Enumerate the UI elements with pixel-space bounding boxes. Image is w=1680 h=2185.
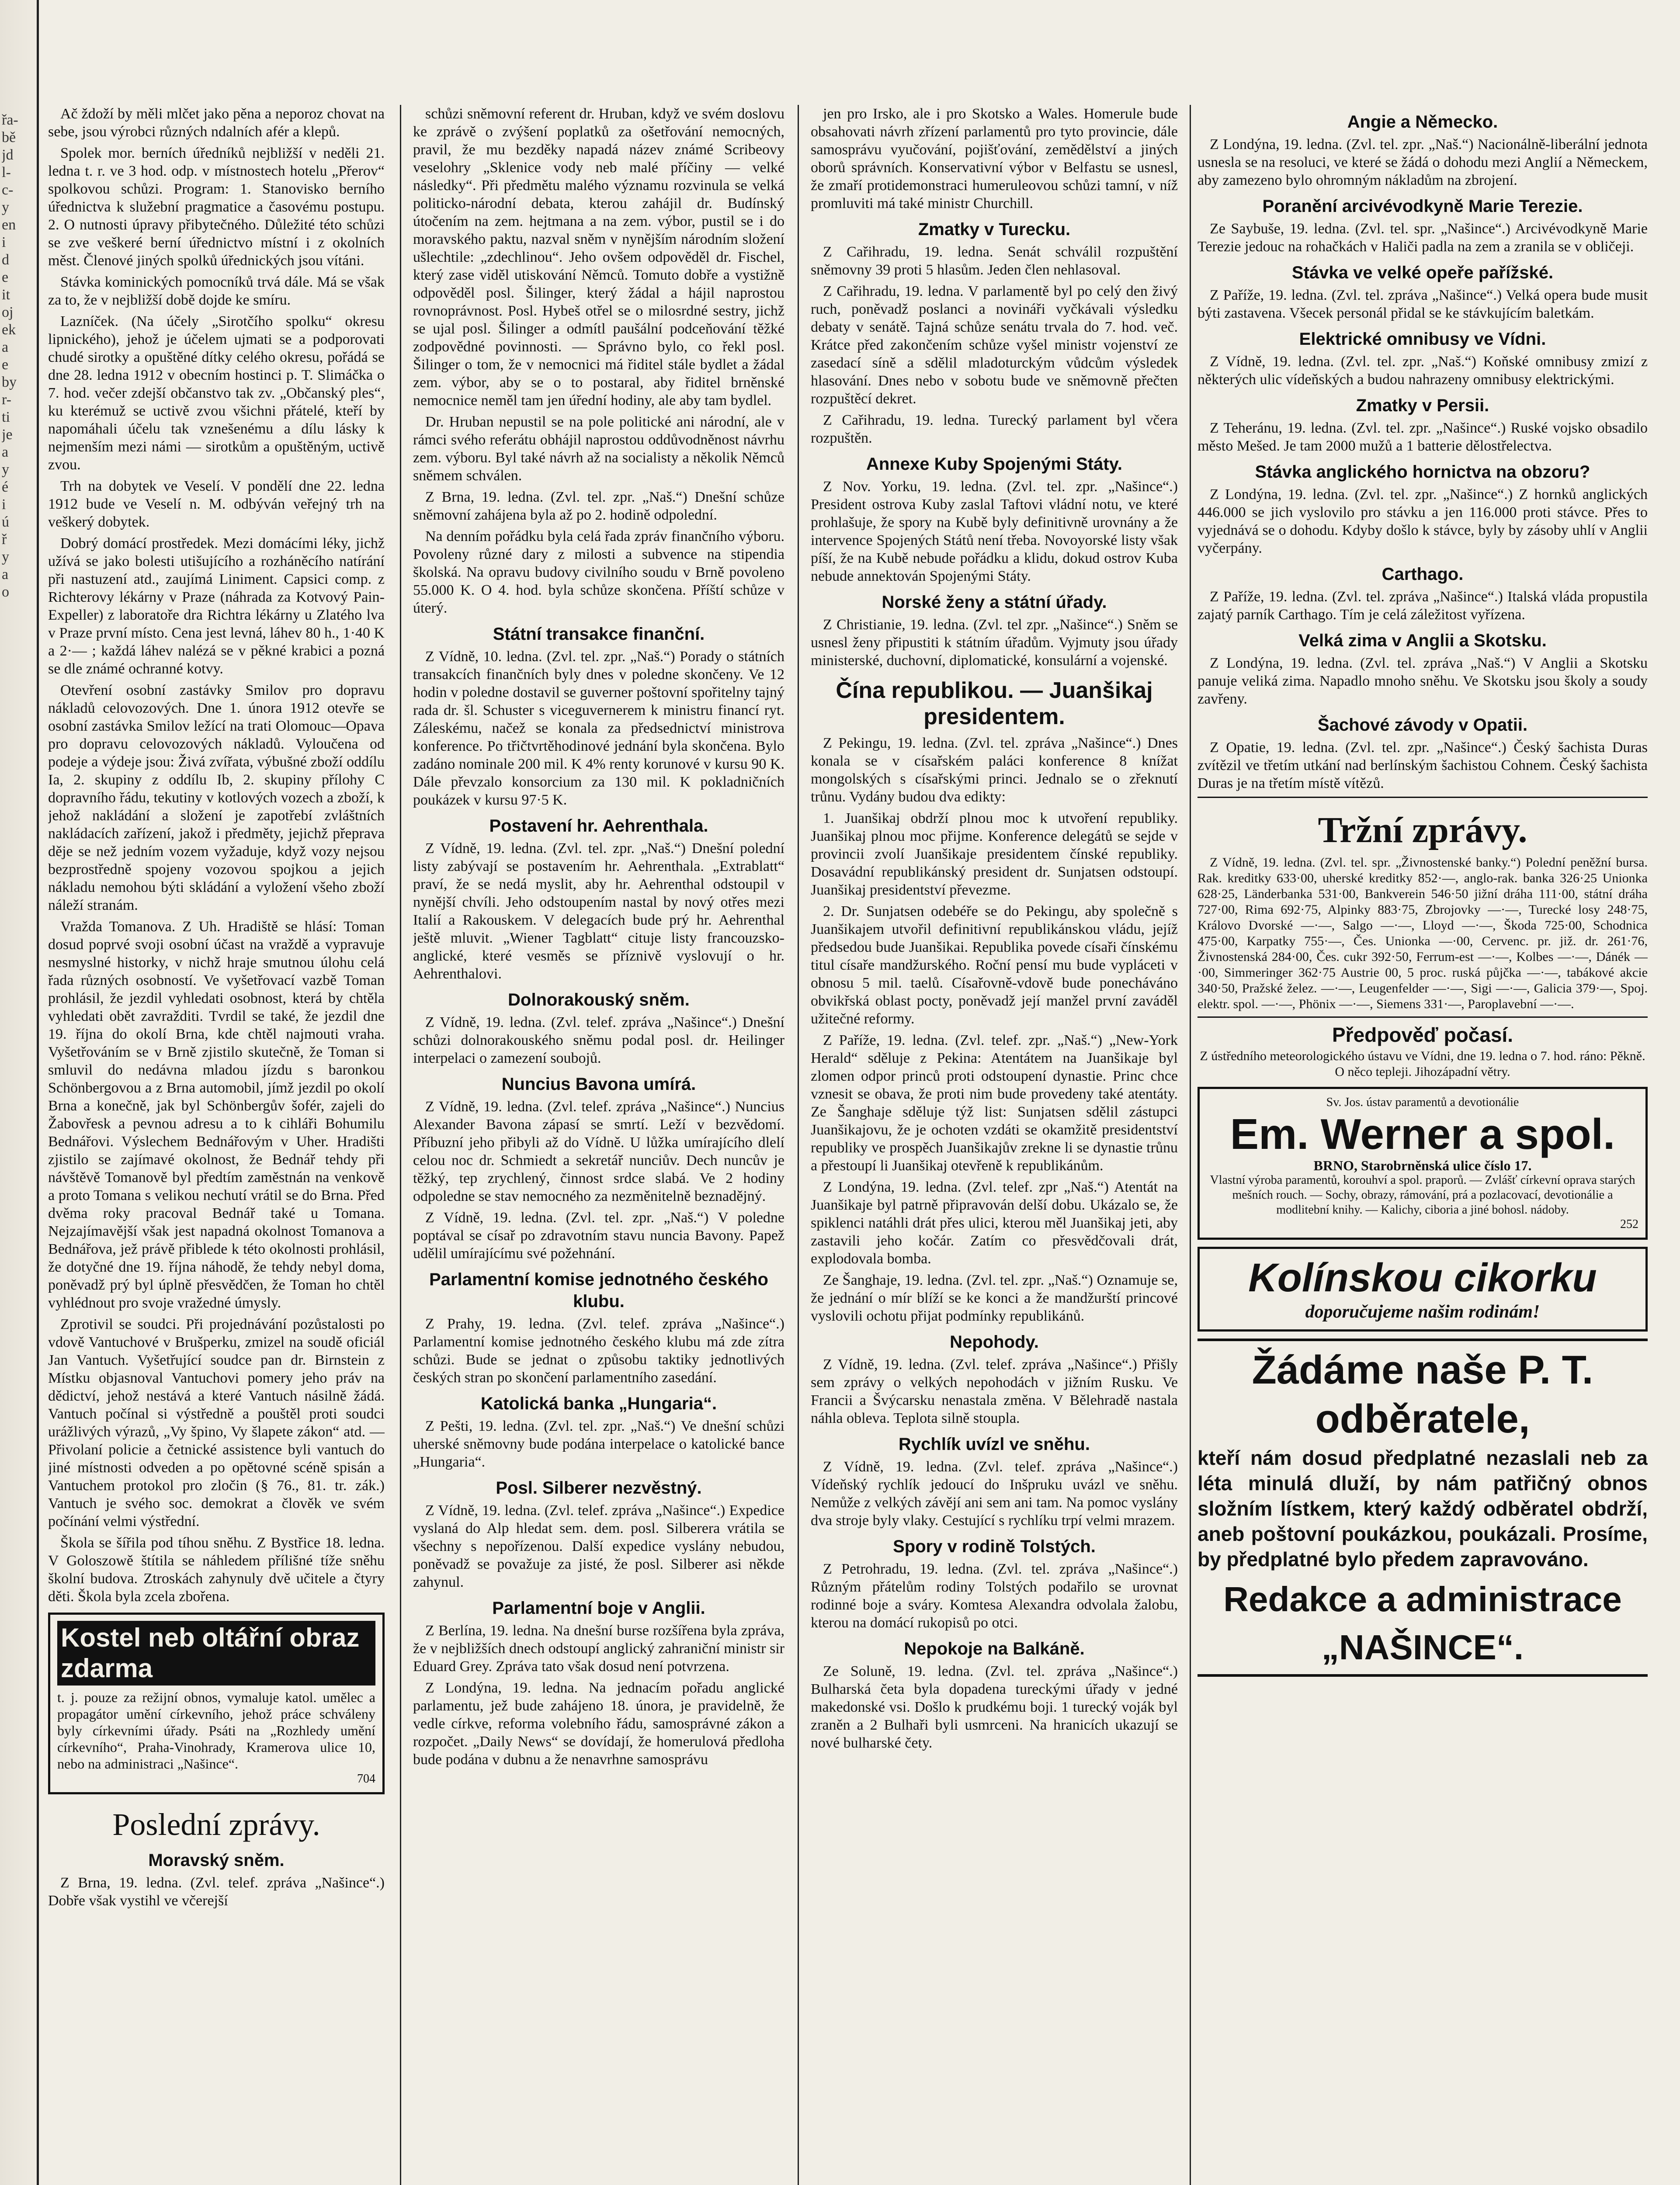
edge-fragment: a <box>2 566 9 583</box>
article-sach: Z Opatie, 19. ledna. (Zvl. tel. zpr. „Našince“.) Český šachista Duras zvítězil ve třetím utkání nad berlínským šachistou Cohnem. Český šachista Duras je na třetím místě vítězů. <box>1198 739 1648 791</box>
ad-werner-address: BRNO, Starobrněnská ulice číslo 17. <box>1313 1158 1532 1173</box>
heading-persie: Zmatky v Persii. <box>1356 396 1489 415</box>
ad-werner-number: 252 <box>1620 1217 1638 1231</box>
article-poradek: Na denním pořádku byla celá řada zpráv finančního výboru. Povoleny různé dary z milosti a subvence na stipendia školská. Na opravu budovy civilního soudu v Brně povoleno 55.000 K. O 4. hod. byla schůze skončena. Příští schůze v úterý. <box>413 528 784 616</box>
article-lek: Dobrý domácí prostředek. Mezi domácími léky, jichž užívá se jako bolesti utišujícího a rozháněcího natírání při nastuzení atd., zaujímá Liniment. Capsici comp. z Richterovy lékárny v Praze (náhrada za Kotvový Pain-Expeller) z laboratoře dra Richtra lékárny u Zlatého lva v Praze první místo. Cena jest levná, láhev 80 h., 1·40 K a 2·— ; každá láhev nalézá se v pěkné krabici a pozná se dle známé ochranné kotvy. <box>48 535 385 677</box>
article-hungaria: Z Pešti, 19. ledna. (Zvl. tel. zpr. „Naš.“) Ve dnešní schůzi uherské sněmovny bude podána interpelace o katolické bance „Hungaria“. <box>413 1418 784 1470</box>
heading-pocasi: Předpověď počasí. <box>1332 1023 1513 1046</box>
heading-balkan: Nepokoje na Balkáně. <box>904 1639 1085 1658</box>
ad-kostel <box>48 1613 385 1794</box>
edge-fragment: i <box>2 234 6 250</box>
article-trh: Trh na dobytek ve Veselí. V pondělí dne 22. ledna 1912 bude ve Veselí n. M. odbýván veřejný trh na veškerý dobytek. <box>48 478 385 530</box>
notice-heading-1: Žádáme naše P. T. <box>1252 1348 1593 1392</box>
article-cina-3: 2. Dr. Sunjatsen odebéře se do Pekingu, aby společně s Juanšikajem utvořil definitivní republikánskou vládu, jejíž předsedou bude Juanšikai. Republika povede císaři čínskému titul císaře mandžurského. Roční pensí mu bude vypláceti v obnosu 5 mil. taelů. Císařovně-vdově bude ponecháváno obvikřská oblast pocty, poněvadž její manžel první zaváděl užitečné reformy. <box>811 903 1178 1027</box>
divider-thick <box>1198 1339 1648 1341</box>
edge-fragment: oj <box>2 304 14 320</box>
edge-fragment: o <box>2 584 9 600</box>
heading-hungaria: Katolická banka „Hungaria“. <box>480 1394 717 1413</box>
edge-fragment: é <box>2 479 9 495</box>
ad-kolinska <box>1198 1247 1648 1332</box>
article-hornictvo: Z Londýna, 19. ledna. (Zvl. tel. zpr. „Našince“.) Z hornků anglických 446.000 se jich vyslovilo pro stávku a jen 116.000 proti stávce. Přes to vyjednává se o dohodu. Kdyby došlo k stávce, byly by zásoby uhlí v Anglii vyčerpány. <box>1198 486 1648 556</box>
article-paris-opera: Z Paříže, 19. ledna. (Zvl. tel. zpráva „Našince“.) Velká opera bude musit býti zastavena. Všecek personál přidal se ke stávkujícím baletkám. <box>1198 287 1648 321</box>
edge-fragment: d <box>2 252 9 268</box>
article-snem-cont: schůzi sněmovní referent dr. Hruban, když ve svém doslovu ke zprávě o zvýšení poplatků za ošetřování nemocných, pravil, že mu bezděky napadá název známé Scribeovy veselohry „Sklenice vody neb malé příčiny — velké následky“. Při předmětu malého významu rozvinula se velká politicko-národní debata, kterou zahájil dr. Budínský útočením na zem. hejtmana a na zem. výbor, pustil se i do moravského paktu, nazval sněm v nynějším národním složení ušlechtile: „zdechlinou“. Jeho ovšem odpověděl dr. Fischel, který zase viděl utiskování Němců. Tomuto dobře a vystižně odpověděl posl. Šilinger, který žádal a hájil naprostou rovnoprávnost. Posl. Hybeš otřel se o milosrdné sestry, jichž se ujal posl. Šilinger a odmítl paušální podceňování těžké zodpovědné povinnosti. — Správno bylo, co řekl posl. Šilinger o tom, že v nemocnici má řiditel stále bydlet a žádal zem. výbor, aby se o to postaral, aby řiditel brněnské nemocnice neměl tam jen úřední hodiny, ale aby tam bydlel. <box>413 106 784 409</box>
edge-fragment: jd <box>2 147 14 163</box>
column-2 <box>413 105 784 2185</box>
article-statni-transakce: Z Vídně, 10. ledna. (Zvl. tel. zpr. „Naš.“) Porady o státních transakcích finančních byly dnes v poledne skončeny. Ve 12 hodin v poledne dostavil se guverner poštovní spořitelny tajný rada dr. šl. Schuster s viceguvernerem k ministru financí ryt. Záleskému, načež se konala za předsednictví ministrova konference. Po třičtvrtěhodinové jednání byla skončena. Bylo zadáno nominale 200 mil. K 4% renty korunové v kursu 90 K. Dále převzalo konsorcium za 130 mil. K pokladničních poukázek v kursu 97·5 K. <box>413 649 784 808</box>
divider-thick <box>1198 1674 1648 1677</box>
edge-fragment: r- <box>2 392 11 408</box>
article-parlamentni-komise: Z Prahy, 19. ledna. (Zvl. telef. zpráva „Našince“.) Parlamentní komise jednotného českého klubu má zde zítra schůzi. Bude se jednat o způsobu taktiky jednotlivých českých stran po skončení parlamentního zasedání. <box>413 1316 784 1386</box>
notice-text: kteří nám dosud předplatné nezaslali neb za léta minulá dluží, by nám patřičný obnos složním lístkem, který každý odběratel obdrží, aneb poštovní poukázkou, poukázali. Prosíme, by předplatné bylo předem zapravováno. <box>1198 1446 1648 1571</box>
article-angie: Z Londýna, 19. ledna. (Zvl. tel. zpr. „Naš.“) Nacionálně-liberální jednota usnesla se na resoluci, ve které se žádá o dohodu mezi Anglií a Německem, aby zamezeno bylo ohromným nákladům na zbrojení. <box>1198 136 1648 188</box>
heading-angie: Angie a Německo. <box>1347 112 1498 132</box>
section-posledni-zpravy: Poslední zprávy. <box>112 1807 320 1842</box>
article-stavka: Stávka kominických pomocníků trvá dále. Má se však za to, že v nejbližší době dojde ke smíru. <box>48 274 385 308</box>
heading-norske-zeny: Norské ženy a státní úřady. <box>882 593 1107 612</box>
article-omnibusy: Z Vídně, 19. ledna. (Zvl. tel. zpr. „Naš.“) Koňské omnibusy zmizí z některých ulic vídeňských a budou nahrazeny omnibusy elektrickými. <box>1198 354 1648 388</box>
heading-aehrenthal: Postavení hr. Aehrenthala. <box>489 816 708 836</box>
edge-fragment: by <box>2 374 17 390</box>
heading-anglie-boje: Parlamentní boje v Anglii. <box>492 1599 705 1618</box>
edge-fragment: e <box>2 357 9 373</box>
heading-cina: Čína republikou. — Juanšikaj presidentem. <box>836 678 1153 729</box>
edge-fragment: a <box>2 339 9 355</box>
column-3 <box>811 105 1178 2185</box>
article-kuba: Z Nov. Yorku, 19. ledna. (Zvl. tel. zpr. „Našince“.) President ostrova Kuby zaslal Taftovi vládní notu, ve které prohlašuje, že spory na Kubě byly definitivně urovnány a že intervence Spojených Států není třeba. Novoyorské listy však píší, že na Kubě nebude pořádku a klidu, dokud ostrov Kuba nebude annektován Spojenými Státy. <box>811 479 1178 584</box>
article-cina-6: Ze Šanghaje, 19. ledna. (Zvl. tel. zpr. „Naš.“) Oznamuje se, že jednání o mír blíží se ke konci a že mandžurští princové vyslovili ochotu přijat podmínky republikánů. <box>811 1272 1178 1324</box>
edge-fragment: it <box>2 287 10 303</box>
article-cina-4: Z Paříže, 19. ledna. (Zvl. telef. zpr. „Naš.“) „New-York Herald“ sděluje z Pekina: Atentátem na Juanšikaje byl zlomen odpor princů proti odstoupení dynastie. Princ chce vznesit se obava, že proti nim bude provedeny také atentáty. Ze Šanghaje sděluje týž list: Sunjatsen sdělil zástupci Juanšikajovu, že je ochoten vzdáti se okamžitě presidentství republiky ve prospěch Juanšikajův zrekne li se dynastie trůnu a přestoupí li Juanšikaj otevřeně k republikánům. <box>811 1032 1178 1174</box>
article-persie: Z Teheránu, 19. ledna. (Zvl. tel. zpr. „Našince“.) Ruské vojsko obsadilo město Mešed. Je tam 2000 mužů a 1 batterie dělostřelectva. <box>1198 420 1648 454</box>
edge-fragment: e <box>2 269 9 285</box>
ad-kolinska-title: Kolínskou cikorku <box>1248 1256 1597 1300</box>
adjacent-page-fragments <box>2 111 31 1379</box>
heading-turecko: Zmatky v Turecku. <box>918 220 1071 239</box>
article-anglie-boje-2: Z Londýna, 19. ledna. Na jednacím pořadu anglické parlamentu, jež bude zahájeno 18. února, je pravidelně, že vedle církve, reforma volebního řádu, samosprávné zákon a rozpočet. „Daily News“ se dovídají, že homerulová předloha bude podána v dubnu a že nenavrhne samosprávu <box>413 1680 784 1768</box>
ad-werner-top: Sv. Jos. ústav paramentů a devotionálie <box>1326 1096 1519 1109</box>
section-trzni-zpravy: Tržní zprávy. <box>1318 810 1527 850</box>
ad-kostel-text: t. j. pouze za režijní obnos, vymaluje katol. umělec a propagátor umění církevního, jehož práce schváleny byly církevními úřady. Psáti na „Rozhledy umění církevního“, Praha-Vinohrady, Kramerova ulice 10, nebo na administraci „Našince“. <box>57 1689 375 1772</box>
notice-redakce-2: „NAŠINCE“. <box>1321 1628 1524 1667</box>
heading-kuba: Annexe Kuby Spojenými Státy. <box>866 454 1123 474</box>
heading-parlamentni-komise: Parlamentní komise jednotného českého klubu. <box>429 1270 768 1311</box>
column-rule <box>1190 105 1191 2185</box>
article-silberer: Z Vídně, 19. ledna. (Zvl. telef. zpráva „Našince“.) Expedice vyslaná do Alp hledat sem. dem. posl. Silberera vrátila se všechny s nepořízenou. Další expedice vyslány nebudou, poněvadž se považuje za jisté, že posl. Silberer asi někde zahynul. <box>413 1502 784 1590</box>
edge-fragment: ř <box>2 531 7 548</box>
edge-fragment: y <box>2 461 9 478</box>
heading-dolnorakousky: Dolnorakouský sněm. <box>508 990 690 1009</box>
edge-fragment: y <box>2 549 9 565</box>
article-vrazda: Vražda Tomanova. Z Uh. Hradiště se hlásí: Toman dosud poprvé svoji osobní účast na vraždě a vypravuje nesmyslné historky, v nichž hraje smutnou úlohu celá řada různých osobností. Ve vyšetřovací vazbě Toman prohlásil, že jezdil vyhledati osobnost, která by chtěla vyhledati obět zavražditi. Tvrdil se také, že jezdil dne 19. října do okolí Brna, kde chtěl najmouti vraha. Vyšetřováním se v Brně zjistilo skutečně, že Toman si smluvil do nedávna mladou jízdu s baronkou Schönbergovou a z Brna automobil, jímž jezdil po okolí Brna a konečně, jak byl Schönbergův šofér, zajeli do Žabovřesk a pevnou adresu a to k cihláři Bohumilu Bednářovi. Výslechem Bednářovým v Uher. Hradišti zjistilo se zajímavé okolnost, že Bednář tehdy při návštěvě Tomanově byl předtím zaměstnán na venkově a proto Tomana s velikou nechutí vrátil se do Brna. Před dvěma roky pracoval Bednář také u Tomana. Nejzajímavější však jest napadná okolnost Tomanova a Bednářova, jež právě přiblede k této okolnosti prohlásil, že dotyčné dne 19. října náhodě, že tehdy nebyl doma, poněvadž prý byl úplně přesvědčen, že Toman ho chtěl vyhlédnout pro svoje vražedné úmysly. <box>48 919 385 1311</box>
notice-redakce-1: Redakce a administrace <box>1223 1580 1622 1619</box>
column-4 <box>1198 105 1648 2185</box>
ad-kostel-title: Kostel neb oltářní obraz zdarma <box>57 1621 375 1686</box>
column-rule <box>798 105 799 2185</box>
article-spolek: Spolek mor. berních úředníků nejbližší v neděli 21. ledna t. r. ve 3 hod. odp. v místnostech hotelu „Přerov“ spolkovou schůzi. Program: 1. Stanovisko berního úřednictva k služební pragmatice a časovému postupu. 2. O nutnosti úpravy přibytečného. Důležité této schůzi se zve veškeré berní úřednictvo místní i z okolních měst. Členové jiných spolků úřednických jsou vítáni. <box>48 145 385 269</box>
edge-fragment: c- <box>2 182 14 198</box>
article-balkan: Ze Soluně, 19. ledna. (Zvl. tel. zpráva „Našince“.) Bulharská četa byla dopadena tureckými úřady v jedné makedonské vsi. Došlo k prudkému boji. 1 turecký voják byl zraněn a 2 Bulhaři byli usmrceni. Na hranicích ukazují se nové bulharské čety. <box>811 1663 1178 1751</box>
ad-werner-name: Em. Werner a spol. <box>1230 1110 1615 1158</box>
heading-sach: Šachové závody v Opatii. <box>1317 715 1528 735</box>
edge-fragment: en <box>2 217 16 233</box>
ad-kostel-number: 704 <box>357 1772 375 1786</box>
edge-fragment: ti <box>2 409 10 425</box>
article-laznicek: Lazníček. (Na účely „Sirotčího spolku“ okresu lipnického), jehož je účelem ujmati se a podporovati chudé sirotky a opuštěné dítky celého okresu, pořádá se dne 28. ledna 1912 v obecním hostinci p. T. Slimáčka o 7. hod. večer zdejší občanstvo tak zv. „Občanský ples“, ku kterémuž se uctivě zvou všichni přátelé, kteří by napomáhali účelu tak vznešenému a dílu lásky k nejmenším mezi námi — sirotkům a opuštěným, uctivě zvou. <box>48 313 385 473</box>
article-trzni-zpravy: Z Vídně, 19. ledna. (Zvl. tel. spr. „Živnostenské banky.“) Polední peněžní bursa. Rak. kreditky 633·00, uherské kreditky 852·—, anglo-rak. banka 326·25 Unionka 628·25, Länderbanka 531·00, Bankverein 546·50 jižní dráha 111·00, státní dráha 727·00, Rima 692·75, Alpinky 883·75, Zbrojovky —·—, Turecké losy 248·75, Královo Dvorské —·—, Salgo —·—, Lloyd —·—, Škoda 725·00, Schodnica 475·00, Karpatky 755·—, Čes. Unionka —·00, Cervenc. pr. již. dr. 261·76, Živnostenská 284·00, Čes. cukr 392·50, Ferrum-est —·—, Kolbes —·—, Dánék —·00, Simmeringer 362·75 Austrie 00, 5 proc. ruská půjčka —·—, tabákové akcie 340·50, Pražské želez. —·—, Leugenfelder —·—, Sigi —·—, Galicia 379·—, Spoj. elektr. spol. —·—, Phönix —·—, Siemens 331·—, Paroplavební —·—. <box>1198 855 1648 1011</box>
article-aehrenthal: Z Vídně, 19. ledna. (Zvl. tel. zpr. „Naš.“) Dnešní polední listy zabývají se postavením hr. Aehrenthala. „Extrablatt“ praví, že se nedá myslit, aby hr. Aehrenthal odstoupil v nynější chvíli. Jeho odstoupením nastal by nový otřes mezi Italií a Rakouskem. V delegacích bude prý hr. Aehrenthal ještě mluvit. „Wiener Tagblatt“ cituje listy francouzsko-anglické, které vesměs se příznivě vyslovují o hr. Aehrenthalovi. <box>413 840 784 982</box>
article-smilov: Otevření osobní zastávky Smilov pro dopravu nákladů celovozových. Dne 1. února 1912 otevře se osobní zastávka Smilov ležící na trati Olomouc—Opava pro dopravu celovozových nákladů. Vyloučena od podeje a výdeje jsou: Živá zvířata, výbušné zboží oddílu Ia, 2. skupiny z oddílu Ib, 2. skupiny přílohy C dopravního řádu, tekutiny v kotlových vozech a zboží, k jehož nakládání a složení je zapotřebí zvláštních nakládacích zařízení, jakož i předměty, jejichž přeprava děje se než jedním vozem vyžaduje, když vozy nejsou bezprostředně spojeny vozovou spojkou a jejich nákladu nemohou býti skládání a vyložení všeho zboží náleží stranám. <box>48 682 385 913</box>
edge-fragment: i <box>2 496 6 513</box>
left-page-edge <box>0 0 39 2185</box>
heading-statni-transakce: Státní transakce finanční. <box>493 624 705 644</box>
article-nuncius: Z Vídně, 19. ledna. (Zvl. telef. zpráva „Našince“.) Nuncius Alexander Bavona zápasí se smrtí. Leží v bezvědomí. Příbuzní jeho přibyli až do Vídně. U lůžka umírajícího dlelí celou noc dr. Schmiedt a sekretář nunciův. Dech nuncův je těžký, tep zrychlený, činnost srdce slabá. Ve 2 hodiny odpoledne se stav nemocného za nezměnitelně beznadějný. <box>413 1099 784 1204</box>
article-zprotivil: Zprotivil se soudci. Při projednávání pozůstalosti po vdově Vantuchové v Brušperku, zmizel na soudě oficiál Jan Vantuch. Vyšetřující soudce pan dr. Birnstein z Místku objasnoval Vantuchovi pomery jeho práv na dědictví, jehož nestává a které Vantuch násilně žádá. Vantuch počínal si výstředně a pouštěl proti soudci urážlivých výrazů, „Vy špino, Vy šlapete zákon“ atd. — Přivolaní policie a četnické assistence byli vantuch do jiné místnosti odveden a po opětovné scéně spisán a Vantuchem protokol pro zločin (§ 76., 81. tr. zák.) Vantuch je svého soc. demokrat a člověk ve svém počínání velmi výstřední. <box>48 1316 385 1530</box>
heading-paris-opera: Stávka ve velké opeře pařížské. <box>1291 263 1554 282</box>
heading-nuncius: Nuncius Bavona umírá. <box>501 1075 696 1094</box>
article-skola: Škola se šířila pod tíhou sněhu. Z Bystřice 18. ledna. V Goloszowě štítila se náhledem přílišné tíže sněhu školní budova. Ztroskách zahynuly dvě učitele a čtyry děti. Škola byla zcela zbořena. <box>48 1535 385 1605</box>
edge-fragment: a <box>2 444 9 460</box>
article-cina-5: Z Londýna, 19. ledna. (Zvl. telef. zpr „Naš.“) Atentát na Juanšikaje byl patrně připravován delší dobu. Ukázalo se, že spiklenci natáhli drát přes ulici, kterou měl Juanšikaj jeti, aby zastavili jeho kočár. Zatím co přesvědčovali drát, explodovala bomba. <box>811 1179 1178 1267</box>
article-intro: Ač ždoží by měli mlčet jako pěna a neporoz chovat na sebe, jsou výrobci různých ndalních afér a klepů. <box>48 106 385 140</box>
article-zima: Z Londýna, 19. ledna. (Zvl. tel. zpráva „Naš.“) V Anglii a Skotsku panuje veliká zima. Napadlo mnoho sněhu. Ve Skotsku jsou školy a soudy zavřeny. <box>1198 655 1648 707</box>
article-anglie-boje: Z Berlína, 19. ledna. Na dnešní burse rozšířena byla zpráva, že v nejbližších dnech odstoupí anglický zahraniční ministr sir Eduard Grey. Zpráva tato však dosud není potvrzena. <box>413 1623 784 1675</box>
column-rule <box>400 105 401 2185</box>
heading-moravsky-snem: Moravský sněm. <box>148 1851 285 1870</box>
article-turecko-1: Z Cařihradu, 19. ledna. Senát schválil rozpuštění sněmovny 39 proti 5 hlasům. Jeden člen nehlasoval. <box>811 244 1178 278</box>
heading-zima: Velká zima v Anglii a Skotsku. <box>1298 631 1547 650</box>
notice-heading-2: odběratele, <box>1315 1397 1530 1441</box>
heading-carthago: Carthago. <box>1381 565 1464 584</box>
article-brno-schuze: Z Brna, 19. ledna. (Zvl. tel. zpr. „Naš.“) Dnešní schůze sněmovní zahájena byla až po 2. hodině odpolední. <box>413 489 784 523</box>
article-cina-1: Z Pekingu, 19. ledna. (Zvl. tel. zpráva „Našince“.) Dnes konala se v císařském paláci konference 8 knížat mongolských s císařskými princi. Jednalo se o zřeknutí trůnu. Vydány budou dva edikty: <box>811 735 1178 805</box>
edge-fragment: ú <box>2 514 9 530</box>
divider <box>1198 1016 1648 1018</box>
article-pocasi: Z ústředního meteorologického ústavu ve Vídni, dne 19. ledna o 7. hod. ráno: Pěkně. O něco tepleji. Jihozápadní větry. <box>1200 1049 1645 1079</box>
heading-omnibusy: Elektrické omnibusy ve Vídni. <box>1299 329 1546 349</box>
article-tolstych: Z Petrohradu, 19. ledna. (Zvl. tel. zpráva „Našince“.) Různým přátelům rodiny Tolstých podařilo se urovnat rodinné boje a sváry. Komtesa Alexandra odvolala žalobu, kterou na domácí rukopisů po otci. <box>811 1561 1178 1631</box>
article-nuncius-2: Z Vídně, 19. ledna. (Zvl. tel. zpr. „Naš.“) V poledne poptával se císař po zdravotním stavu nuncia Bavony. Papež udělil umírajícímu své požehnání. <box>413 1210 784 1262</box>
heading-rychlik: Rychlík uvízl ve sněhu. <box>899 1435 1090 1454</box>
article-turecko-3: Z Cařihradu, 19. ledna. Turecký parlament byl včera rozpuštěn. <box>811 412 1178 446</box>
edge-fragment: je <box>2 427 13 443</box>
article-moravsky-snem: Z Brna, 19. ledna. (Zvl. telef. zpráva „Našince“.) Dobře však vystihl ve včerejší <box>48 1875 385 1909</box>
edge-fragment: l- <box>2 164 11 180</box>
article-hruban: Dr. Hruban nepustil se na pole politické ani národní, ale v rámci svého referátu obhájil naprostou oddůvodněnost návrhu zem. výboru. Byl také návrh až na socialisty a několik Němců sněmem schválen. <box>413 414 784 484</box>
article-turecko-2: Z Cařihradu, 19. ledna. V parlamentě byl po celý den živý ruch, poněvadž poslanci a novináři vyčkávali výsledku debaty v senátě. Tajná schůze senátu trvala do 7. hod. več. Krátce před zakončením schůze vyšel ministr vojenství ze zasedací síně a sdělil mladoturckým vůdcům výsledek hlasování. Dnes nebo v sobotu bude ve sněmovně přečten rozpuštěcí dekret. <box>811 283 1178 407</box>
edge-fragment: y <box>2 199 9 215</box>
heading-tolstych: Spory v rodině Tolstých. <box>893 1537 1096 1556</box>
article-homerule: jen pro Irsko, ale i pro Skotsko a Wales. Homerule bude obsahovati návrh zřízení parlamentů pro tyto provincie, dále samosprávu vyučování, pojišťování, zemědělství a jiných oborů správních. Konservativní výbor v Belfastu se usnesl, že zmaří protidemonstraci humeruleovou schůzi tamní, v níž promluviti má také ministr Churchill. <box>811 106 1178 212</box>
heading-nepohody: Nepohody. <box>950 1332 1039 1352</box>
article-dolnorakousky: Z Vídně, 19. ledna. (Zvl. telef. zpráva „Našince“.) Dnešní schůzi dolnorakouského sněmu podal posl. dr. Heilinger interpelaci o zamezení soubojů. <box>413 1014 784 1066</box>
heading-silberer: Posl. Silberer nezvěstný. <box>496 1478 702 1498</box>
edge-fragment: řa- <box>2 112 18 128</box>
edge-fragment: ek <box>2 322 16 338</box>
article-cina-2: 1. Juanšikaj obdrží plnou moc k utvoření republiky. Juanšikaj plnou moc přijme. Konference delegátů se sejde v provincii zvolí Juanšikaje presidentem čínské republiky. Dosavádní republikánský president dr. Sunjatsen odstoupí. Juanšikaj presidentství převezme. <box>811 810 1178 898</box>
heading-terezie: Poranění arcivévodkyně Marie Terezie. <box>1262 197 1583 216</box>
ad-werner-desc: Vlastní výroba paramentů, korouhví a spol. praporů. — Zvlášť církevní oprava starých mešních rouch. — Sochy, obrazy, rámování, prá a pozlacovací, devotionálie a modlitební knihy. — Kalichy, ciboria a jiné bohosl. nádoby. <box>1210 1173 1635 1217</box>
column-1 <box>48 105 385 2185</box>
article-rychlik: Z Vídně, 19. ledna. (Zvl. telef. zpráva „Našince“.) Vídeňský rychlík jedoucí do Inšpruku uvázl ve sněhu. Nemůže z velkých závějí ani sem ani tam. Na pomoc vyslány dva stroje byly vlaky. Cestující s rychlíku trpí velmi mrazem. <box>811 1459 1178 1529</box>
article-nepohody: Z Vídně, 19. ledna. (Zvl. telef. zpráva „Našince“.) Přišly sem zprávy o velkých nepohodách v jižním Rusku. Ve Francii a Švýcarsku nenastala změna. V Bělehradě nastala náhla obleva. Teplota silně stoupla. <box>811 1356 1178 1426</box>
article-terezie: Ze Saybuše, 19. ledna. (Zvl. tel. spr. „Našince“.) Arcivévodkyně Marie Terezie jedouc na rohačkách v Haliči padla na zem a zranila se v obličeji. <box>1198 221 1648 255</box>
ad-werner <box>1198 1087 1648 1240</box>
article-carthago: Z Paříže, 19. ledna. (Zvl. tel. zpráva „Našince“.) Italská vláda propustila zajatý parník Carthago. Tím je celá záležitost vyřízena. <box>1198 589 1648 623</box>
ad-kolinska-sub: doporučujeme našim rodinám! <box>1305 1302 1540 1322</box>
edge-fragment: bě <box>2 129 16 146</box>
divider <box>1198 797 1648 798</box>
article-norske-zeny: Z Christianie, 19. ledna. (Zvl. tel zpr. „Našince“.) Sněm se usnesl ženy připustiti k státním úřadům. Vyjmuty jsou úřady ministerské, duchovní, diplomatické, konsulární a vojenské. <box>811 617 1178 669</box>
heading-hornictvo: Stávka anglického hornictva na obzoru? <box>1255 462 1590 482</box>
